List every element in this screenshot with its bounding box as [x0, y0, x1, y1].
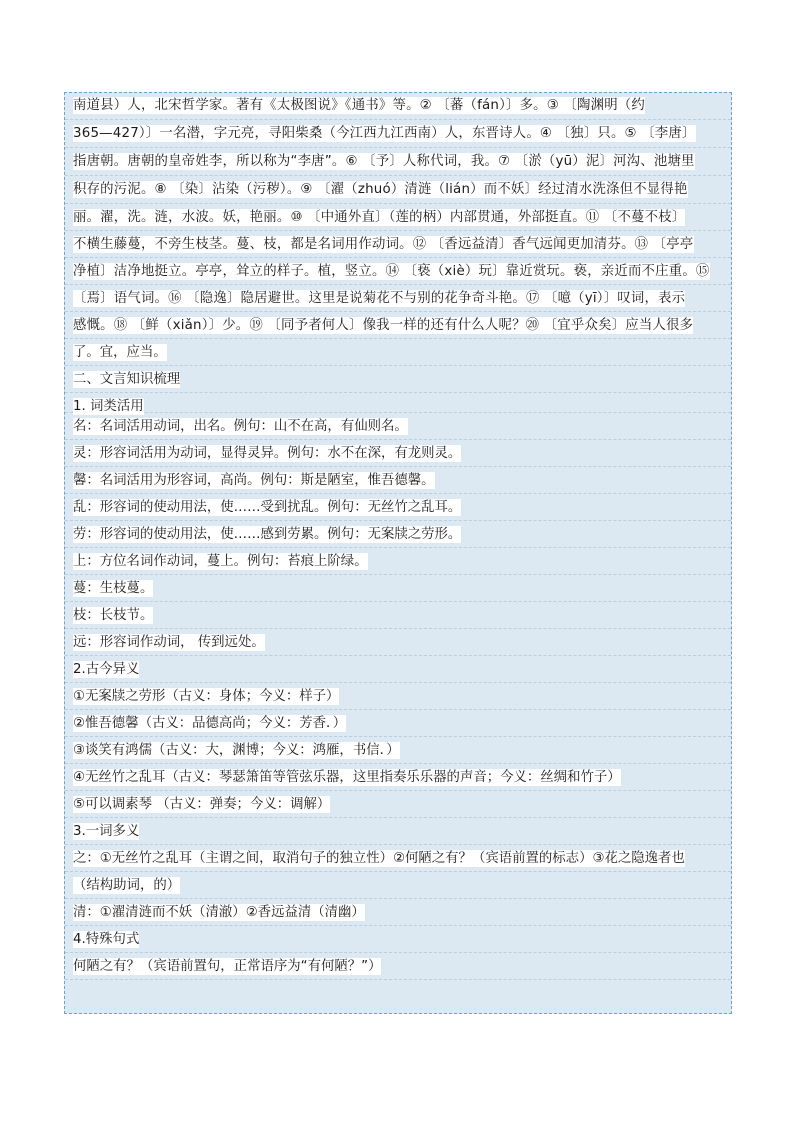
gujin-item: ⑤可以调素琴 （古义：弹奏；今义：调解） — [73, 797, 331, 812]
subsection-heading: 2.古今异义 — [73, 662, 140, 677]
cilei-item: 枝：长枝节。 — [73, 608, 154, 623]
subsection-heading: 3.一词多义 — [73, 824, 140, 839]
gujin-item: ②惟吾德馨（古义：品德高尚；今义：芳香．） — [73, 716, 347, 731]
note-line: 不横生藤蔓，不旁生枝茎。蔓、枝，都是名词用作动词。⑫ 〔香远益清〕香气远闻更加清芬。⑬ 〔亭亭 — [73, 237, 694, 252]
note-line: 净植〕洁净地挺立。亭亭，耸立的样子。植，竖立。⑭ 〔亵（xiè）玩〕靠近赏玩。亵，亲近而不庄重。⑮ — [73, 264, 710, 279]
cilei-item: 乱：形容词的使动用法，使……受到扰乱。例句：无丝竹之乱耳。 — [73, 500, 462, 515]
cilei-item: 远：形容词作动词， 传到远处。 — [73, 635, 265, 650]
note-line: 丽。濯，洗。涟，水波。妖，艳丽。⑩ 〔中通外直〕（莲的柄）内部贯通，外部挺直。⑪ 〔不蔓不枝〕 — [73, 210, 686, 225]
row-divider — [65, 203, 731, 204]
note-line: 积存的污泥。⑧ 〔染〕沾染（污秽）。⑨ 〔濯（zhuó）清涟（lián）而不妖〕经过清水洗涤但不显得艳 — [73, 182, 688, 197]
note-line: 〔焉〕语气词。⑯ 〔隐逸〕隐居避世。这里是说菊花不与别的花争奇斗艳。⑰ 〔噫（yī）〕叹词，表示 — [73, 291, 686, 306]
duoyi-item: 清：①濯清涟而不妖（清澈）②香远益清（清幽） — [73, 905, 365, 920]
gujin-item: ③谈笑有鸿儒（古义：大，渊博；今义：鸿雁，书信．） — [73, 743, 400, 758]
cilei-item: 灵：形容词活用为动词，显得灵异。例句：水不在深，有龙则灵。 — [73, 446, 462, 461]
subsection-heading: 4.特殊句式 — [73, 932, 140, 947]
content-frame — [64, 92, 732, 1014]
gujin-item: ①无案牍之劳形（古义：身体；今义：样子） — [73, 689, 340, 704]
duoyi-item: （结构助词，的） — [73, 878, 181, 893]
row-divider — [65, 175, 731, 176]
note-line: 感慨。⑱ 〔鲜（xiǎn）〕少。⑲ 〔同予者何人〕像我一样的还有什么人呢？⑳ 〔宜乎众矣〕应当人很多 — [73, 318, 694, 333]
duoyi-item: 之：①无丝竹之乱耳（主谓之间，取消句子的独立性）②何陋之有？（宾语前置的标志）③花之隐逸者也 — [73, 851, 685, 866]
section-heading: 二、文言知识梳理 — [73, 372, 181, 387]
subsection-heading: 1. 词类活用 — [73, 399, 144, 414]
cilei-item: 馨：名词活用为形容词，高尚。例句：斯是陋室，惟吾德馨。 — [73, 473, 435, 488]
note-line: 指唐朝。唐朝的皇帝姓李，所以称为“李唐”。⑥ 〔予〕人称代词，我。⑦ 〔淤（yū）泥〕河沟、池塘里 — [73, 154, 695, 169]
cilei-item: 劳：形容词的使动用法，使……感到劳累。例句：无案牍之劳形。 — [73, 527, 462, 542]
row-divider — [65, 119, 731, 120]
note-line: 南道县）人，北宋哲学家。著有《太极图说》《通书》等。② 〔蕃（fán）〕多。③ 〔陶渊明（约 — [73, 98, 645, 113]
note-line: 365—427）〕一名潜，字元亮，寻阳柴桑（今江西九江西南）人，东晋诗人。④ 〔独〕只。⑤ 〔李唐〕 — [73, 126, 696, 141]
row-divider — [65, 147, 731, 148]
cilei-item: 蔓：生枝蔓。 — [73, 581, 154, 596]
cilei-item: 名：名词活用动词，出名。例句：山不在高，有仙则名。 — [73, 419, 408, 434]
cilei-item: 上：方位名词作动词，蔓上。例句：苔痕上阶绿。 — [73, 554, 368, 569]
teshu-item: 何陋之有？（宾语前置句，正常语序为“有何陋？”） — [73, 959, 382, 974]
note-line: 了。宜，应当。 — [73, 345, 167, 360]
gujin-item: ④无丝竹之乱耳（古义：琴瑟箫笛等管弦乐器，这里指奏乐乐器的声音；今义：丝绸和竹子） — [73, 770, 621, 785]
